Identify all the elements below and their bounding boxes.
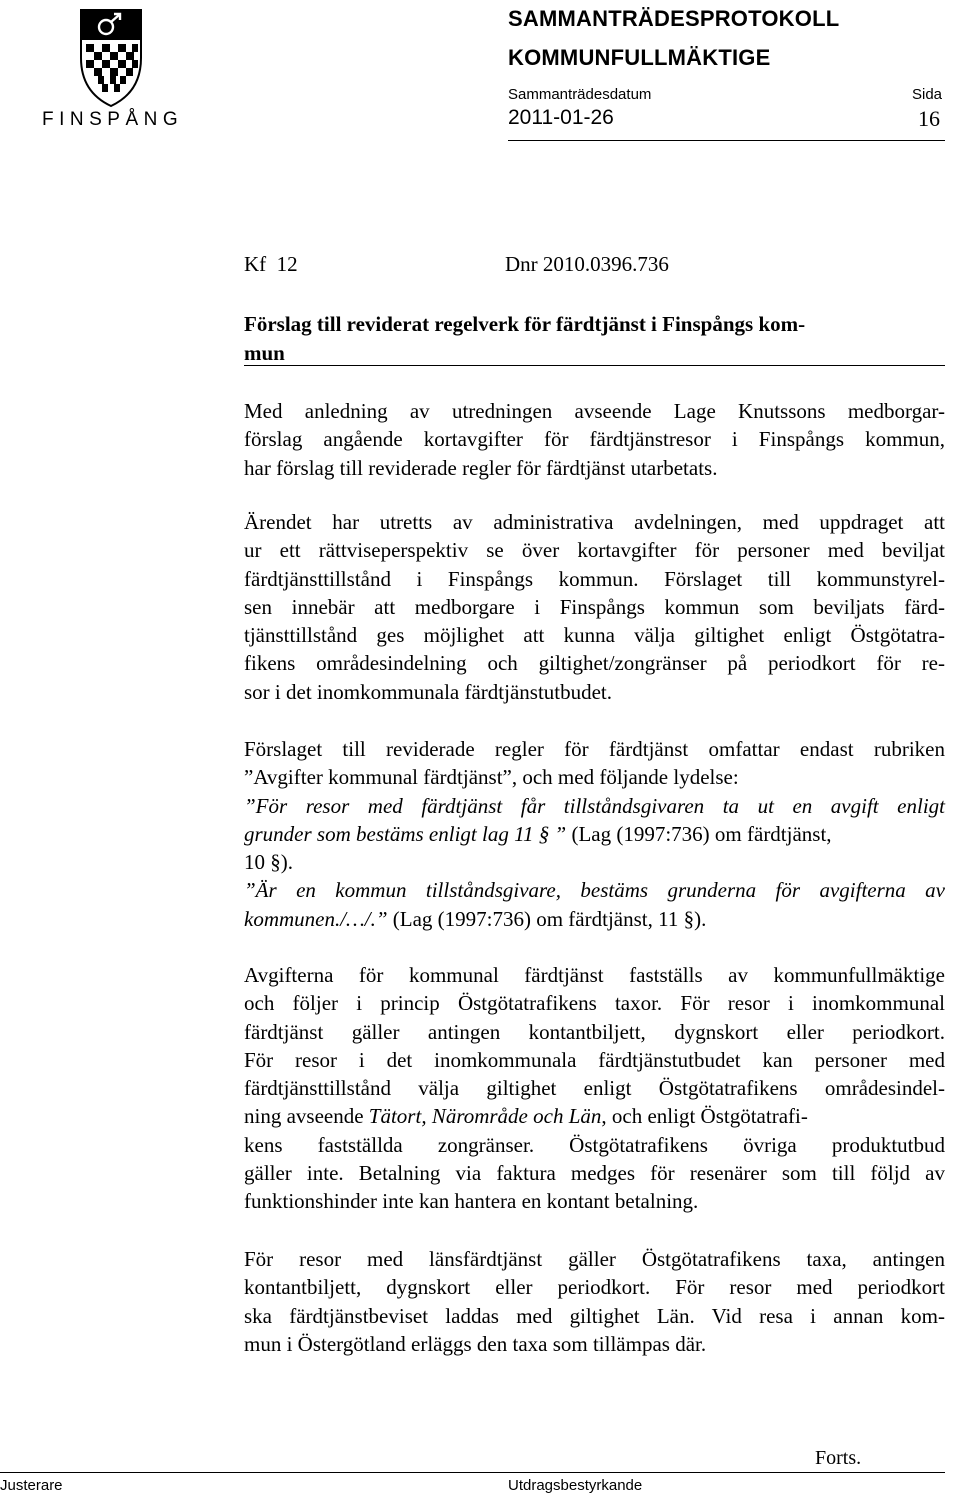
quote-line xyxy=(244,820,945,848)
meeting-date: 2011-01-26 xyxy=(508,106,614,129)
paragraph-county-service xyxy=(244,1245,945,1358)
text-line: ”Avgifter kommunal färdtjänst”, och med följande lydelse: xyxy=(244,765,739,790)
text-segment: , och enligt Östgötatrafi- xyxy=(601,1104,808,1129)
zone-names: Tätort, Närområde och Län xyxy=(368,1104,602,1129)
law-reference: 10 §). xyxy=(244,850,293,875)
footer-divider xyxy=(0,1472,945,1473)
extract-certification-label: Utdragsbestyrkande xyxy=(508,1477,643,1494)
text-segment: ning avseende xyxy=(244,1104,369,1129)
logo-wordmark: FINSPÅNG xyxy=(42,109,184,130)
paragraph-investigation xyxy=(244,508,945,706)
text-line: kontantbiljett, dygnskort eller periodkort. För resor med periodkort xyxy=(244,1275,945,1300)
paragraph-proposal xyxy=(244,735,945,933)
text-line: sen innebär att medborgare i Finspångs kommun som beviljats färd- xyxy=(244,594,945,619)
text-line: Förslaget till reviderade regler för färdtjänst omfattar endast rubriken xyxy=(244,737,945,761)
paragraph-background xyxy=(244,397,945,482)
text-line: färdtjänst gäller antingen kontantbiljett, dygnskort eller periodkort. xyxy=(244,1019,945,1044)
quote-line: ”Är en kommun tillståndsgivare, bestäms grunderna för avgifterna av xyxy=(244,878,945,903)
text-line: färdtjänsttillstånd i Finspångs kommun. Förslaget till kommunstyrel- xyxy=(244,566,945,591)
paragraph-fees xyxy=(244,961,945,1216)
text-line: sor i det inomkommunala färdtjänstutbudet. xyxy=(244,679,613,704)
text-line: För resor med länsfärdtjänst gäller Östgötatrafikens taxa, antingen xyxy=(244,1247,945,1271)
header-divider xyxy=(508,140,945,141)
law-reference: (Lag (1997:736) om färdtjänst, 11 §). xyxy=(387,906,707,931)
quote-text: kommunen./…/.” xyxy=(244,906,388,931)
diary-number: Dnr 2010.0396.736 xyxy=(505,252,669,276)
text-line: färdtjänsttillstånd välja giltighet enligt Östgötatrafikens områdesindel- xyxy=(244,1076,945,1101)
text-line: funktionshinder inte kan hantera en kontant betalning. xyxy=(244,1189,699,1214)
document-subtitle: KOMMUNFULLMÄKTIGE xyxy=(508,45,771,70)
text-line: För resor i det inomkommunala färdtjänstutbudet kan personer med xyxy=(244,1047,945,1072)
finspang-logo xyxy=(40,8,182,130)
document-title: SAMMANTRÄDESPROTOKOLL xyxy=(508,6,840,31)
page-label: Sida xyxy=(912,86,943,103)
text-line: ska färdtjänstbeviset laddas med giltighet Län. Vid resa i annan kom- xyxy=(244,1303,945,1328)
text-line: ur ett rättviseperspektiv se över kortavgifter för personer med beviljat xyxy=(244,538,945,563)
text-line: kens fastställda zongränser. Östgötatrafikens övriga produktutbud xyxy=(244,1132,945,1157)
text-line: förslag angående kortavgifter för färdtjänstresor i Finspångs kommun, xyxy=(244,427,945,452)
text-line: Avgifterna för kommunal färdtjänst fastställs av kommunfullmäktige xyxy=(244,963,945,987)
section-title xyxy=(244,310,944,368)
text-line: mun i Östergötland erläggs den taxa som tillämpas där. xyxy=(244,1331,707,1356)
text-line: Med anledning av utredningen avseende Lage Knutssons medborgar- xyxy=(244,399,945,423)
quote-text: grunder som bestäms enligt lag 11 § ” xyxy=(244,821,567,846)
meeting-date-label: Sammanträdesdatum xyxy=(508,86,652,103)
quote-line xyxy=(244,905,945,933)
law-reference: (Lag (1997:736) om färdtjänst, xyxy=(566,821,832,846)
adjuster-label: Justerare xyxy=(0,1477,63,1494)
paragraph-number: Kf 12 xyxy=(244,252,298,276)
section-title-line: mun xyxy=(244,341,285,365)
text-line: Ärendet har utretts av administrativa avdelningen, med uppdraget att xyxy=(244,510,945,534)
title-divider xyxy=(244,365,945,366)
text-line: fikens områdesindelning och giltighet/zongränser på periodkort för re- xyxy=(244,651,945,676)
section-title-line: Förslag till reviderat regelverk för färdtjänst i Finspångs kom- xyxy=(244,312,806,336)
continued-marker: Forts. xyxy=(815,1447,862,1469)
quote-line: ”För resor med färdtjänst får tillståndsgivaren ta ut en avgift enligt xyxy=(244,793,945,818)
text-line: tjänsttillstånd ges möjlighet att kunna välja giltighet enligt Östgötatra- xyxy=(244,623,945,648)
text-line: och följer i princip Östgötatrafikens taxor. För resor i inomkommunal xyxy=(244,991,945,1016)
page-number: 16 xyxy=(918,106,940,131)
text-line: har förslag till reviderade regler för färdtjänst utarbetats. xyxy=(244,455,718,480)
text-line xyxy=(244,1102,945,1130)
text-line: gäller inte. Betalning via faktura medges för resenärer som till följd av xyxy=(244,1161,945,1186)
